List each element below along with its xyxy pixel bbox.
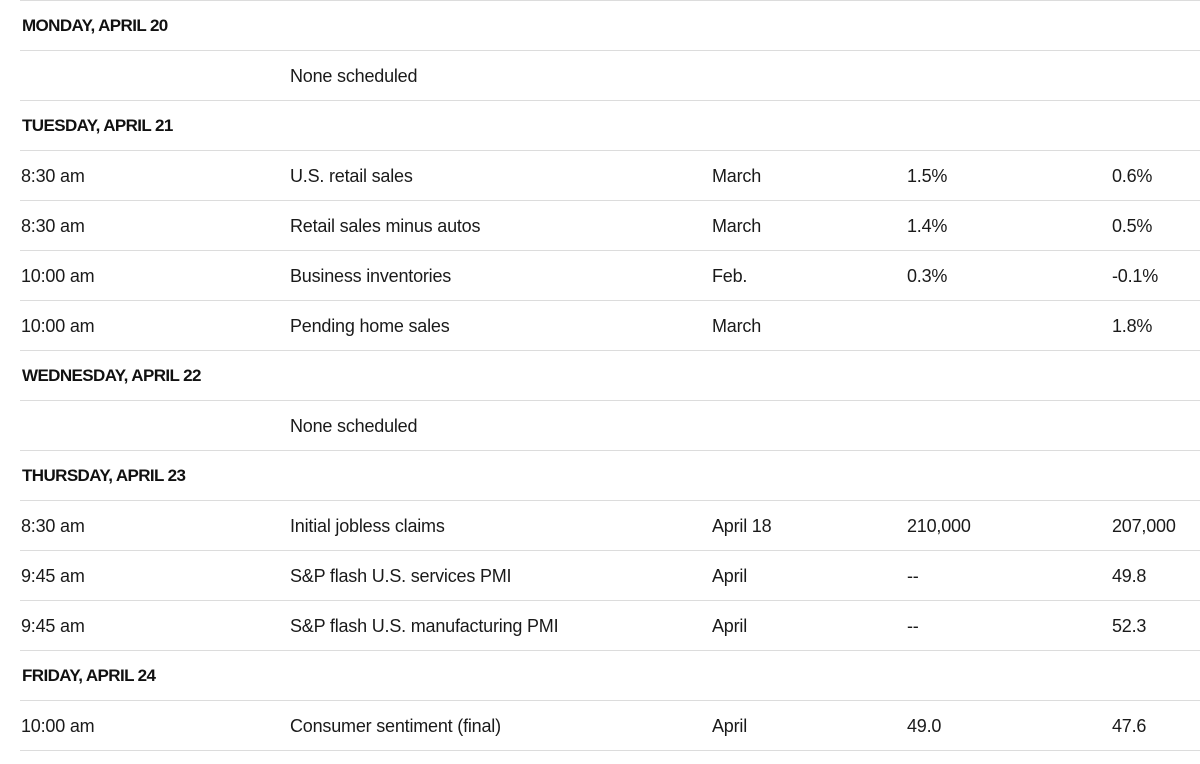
event-row [20,201,1200,251]
event-time: 10:00 am [21,266,95,286]
event-period: April [712,716,748,736]
event-forecast: -- [907,616,919,636]
event-period: April 18 [712,516,772,536]
event-row [20,51,1200,101]
event-name: None scheduled [290,66,418,86]
day-label: WEDNESDAY, APRIL 22 [22,366,201,385]
event-name: None scheduled [290,416,418,436]
event-row [20,301,1200,351]
event-period: March [712,166,762,186]
event-name: U.S. retail sales [290,166,413,186]
event-name: Retail sales minus autos [290,216,481,236]
event-forecast: 210,000 [907,516,971,536]
event-row [20,151,1200,201]
event-period: March [712,316,762,336]
day-label: TUESDAY, APRIL 21 [22,116,173,135]
event-previous: 0.5% [1112,216,1153,236]
event-previous: 49.8 [1112,566,1147,586]
event-row [20,251,1200,301]
event-time: 9:45 am [21,616,85,636]
event-period: April [712,616,748,636]
event-time: 10:00 am [21,316,95,336]
event-name: Consumer sentiment (final) [290,716,501,736]
event-time: 8:30 am [21,166,85,186]
day-header-monday [20,1,1200,51]
event-name: S&P flash U.S. services PMI [290,566,512,586]
event-forecast: 0.3% [907,266,948,286]
event-name: S&P flash U.S. manufacturing PMI [290,616,559,636]
event-period: April [712,566,748,586]
event-row [20,401,1200,451]
day-header-thursday [20,451,1200,501]
event-time: 10:00 am [21,716,95,736]
event-forecast: 1.5% [907,166,948,186]
event-previous: 0.6% [1112,166,1153,186]
event-previous: 207,000 [1112,516,1176,536]
day-label: FRIDAY, APRIL 24 [22,666,156,685]
event-name: Business inventories [290,266,452,286]
event-time: 8:30 am [21,516,85,536]
event-name: Pending home sales [290,316,450,336]
event-row [20,701,1200,751]
event-row [20,501,1200,551]
event-previous: 1.8% [1112,316,1153,336]
day-header-friday [20,651,1200,701]
event-row [20,551,1200,601]
event-name: Initial jobless claims [290,516,445,536]
event-previous: -0.1% [1112,266,1159,286]
day-header-tuesday [20,101,1200,151]
day-label: THURSDAY, APRIL 23 [22,466,186,485]
event-previous: 47.6 [1112,716,1147,736]
event-row [20,601,1200,651]
day-label: MONDAY, APRIL 20 [22,16,168,35]
event-forecast: -- [907,566,919,586]
event-previous: 52.3 [1112,616,1147,636]
event-forecast: 49.0 [907,716,942,736]
event-forecast: 1.4% [907,216,948,236]
day-header-wednesday [20,351,1200,401]
event-period: March [712,216,762,236]
event-time: 9:45 am [21,566,85,586]
event-period: Feb. [712,266,748,286]
event-time: 8:30 am [21,216,85,236]
